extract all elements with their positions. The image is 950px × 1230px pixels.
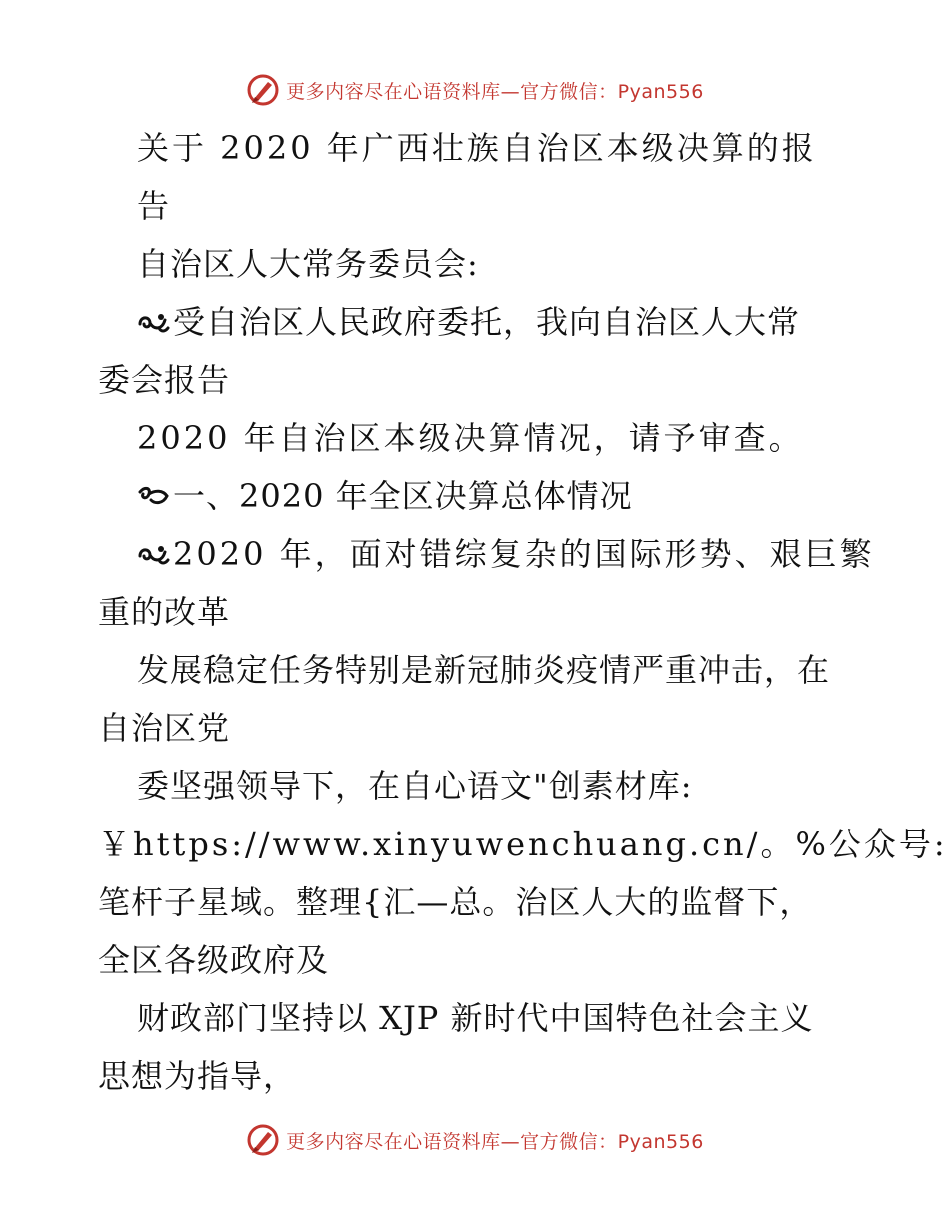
- paragraph-2-line-7: 笔杆子星域。整理{汇—总。治区人大的监督下，: [98, 883, 813, 921]
- paragraph-2-line-9: 财政部门坚持以 XJP 新时代中国特色社会主义: [137, 999, 814, 1037]
- paragraph-2-line-10: 思想为指导，: [98, 1057, 297, 1095]
- paragraph-1-line-1-text: 受自治区人民政府委托，我向自治区人大常: [173, 303, 801, 341]
- paragraph-2-line-6: ￥https://www.xinyuwenchuang.cn/。%公众号:: [98, 825, 948, 863]
- wechat-id: Pyan556: [617, 80, 704, 103]
- wechat-id: Pyan556: [617, 1130, 704, 1153]
- swirl-bullet-icon: [137, 540, 171, 568]
- swirl-bullet-icon: [137, 308, 171, 336]
- watermark-label: 更多内容尽在心语资料库—官方微信：: [286, 80, 618, 103]
- section-1-heading-text: 一、2020 年全区决算总体情况: [173, 477, 633, 515]
- swirl-bullet-icon: [137, 482, 171, 510]
- paragraph-2-line-1: [137, 534, 875, 574]
- paragraph-2-line-3: 发展稳定任务特别是新冠肺炎疫情严重冲击，在: [137, 651, 831, 689]
- section-1-heading: [137, 476, 633, 516]
- pen-logo-icon: [246, 1123, 280, 1157]
- paragraph-2-line-4: 自治区党: [98, 709, 231, 747]
- paragraph-2-line-1-text: 2020 年，面对错综复杂的国际形势、艰巨繁: [173, 535, 875, 573]
- watermark-label: 更多内容尽在心语资料库—官方微信：: [286, 1130, 618, 1153]
- footer-watermark-banner: [0, 1120, 950, 1160]
- document-title-line-2: 告: [137, 187, 171, 225]
- paragraph-2-line-8: 全区各级政府及: [98, 941, 330, 979]
- paragraph-2-line-5: 委坚强领导下，在自心语文"创素材库:: [137, 767, 693, 805]
- salutation: 自治区人大常务委员会:: [137, 245, 479, 283]
- paragraph-2-line-2: 重的改革: [98, 593, 231, 631]
- watermark-content: [246, 1123, 704, 1157]
- paragraph-1-line-2: 委会报告: [98, 361, 231, 399]
- paragraph-1-line-3: 2020 年自治区本级决算情况，请予审查。: [137, 419, 804, 457]
- document-title-line-1: 关于 2020 年广西壮族自治区本级决算的报: [137, 129, 817, 167]
- watermark-text: [286, 1127, 704, 1154]
- paragraph-1-line-1: [137, 302, 800, 342]
